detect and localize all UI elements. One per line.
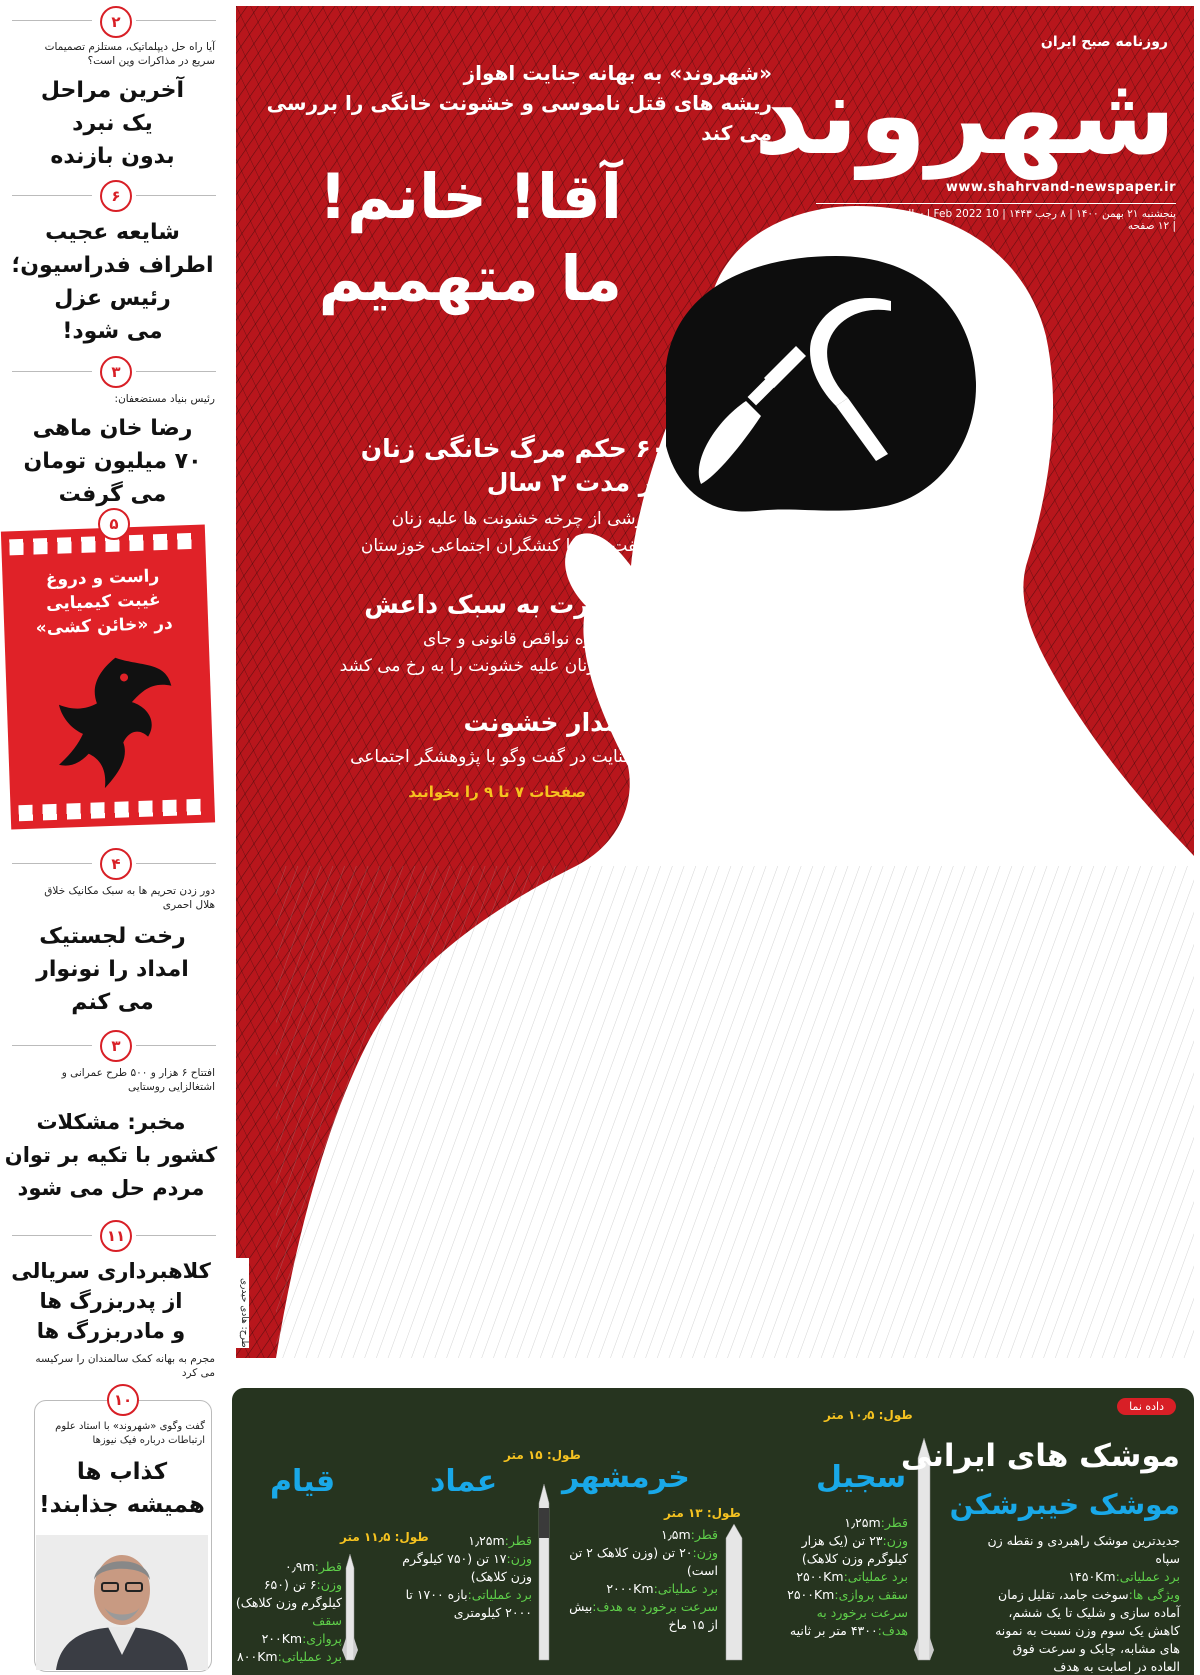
missile-name: قیام xyxy=(270,1464,336,1499)
sidebar-kicker: گفت وگوی «شهروند» با استاد علوم ارتباطات درباره فیک نیوزها xyxy=(55,1421,205,1446)
divider xyxy=(136,371,216,372)
sidebar-headline[interactable]: رخت لجستیک امداد را نونوار می کنم xyxy=(36,924,189,1015)
story-1[interactable]: ۶۰ حکم مرگ خانگی زنان در مدت ۲ سال گزارشی از چرخه خشونت ها علیه زنان در گفت وگو با کنشگران اجتماعی خوزستان xyxy=(360,434,666,556)
missile-specs: قطر:۱٫۲۵m وزن:۱۷ تن (۷۵۰ کیلوگرم وزن کلاهک) برد عملیاتی:بازه ۱۷۰۰ تا ۲۰۰۰ کیلومتری xyxy=(402,1533,532,1620)
sidebar-kicker: مجرم به بهانه کمک سالمندان را سرکیسه می کرد xyxy=(35,1353,215,1379)
pages-reference: صفحات ۷ تا ۹ را بخوانید xyxy=(408,783,586,801)
masthead-dateline: پنجشنبه ۲۱ بهمن ۱۴۰۰ | ۸ رجب ۱۴۴۳ | 10 Feb 2022 | سال نهم | شماره ۲۴۶۵ | ۱۲ صفحه xyxy=(816,203,1176,232)
missile-specs: جدیدترین موشک راهبردی و نقطه زن سپاه برد عملیاتی:۱۴۵۰Km ویژگی ها:سوخت جامد، تقلیل زمان آماده سازی و شلیک تا یک ششم، کاهش یک سوم وزن نسبت به نمونه های مشابه، چابک و سرعت فوق العاده در اصابت به هدف xyxy=(987,1533,1180,1674)
page-number-badge: ۴ xyxy=(100,848,132,880)
page-number-badge: ۲ xyxy=(100,6,132,38)
interviewee-photo xyxy=(36,1535,208,1670)
sidebar-kicker: دور زدن تحریم ها به سبک مکانیک خلاق هلال احمری xyxy=(44,885,215,911)
page-number-badge: ۱۱ xyxy=(100,1220,132,1252)
divider xyxy=(136,863,216,864)
missile-name: عماد xyxy=(430,1464,498,1499)
missile-name: موشک خیبرشکن xyxy=(949,1488,1180,1521)
page-number-badge: ۳ xyxy=(100,1030,132,1062)
sidebar-kicker: افتتاح ۶ هزار و ۵۰۰ طرح عمرانی و اشتغالزایی روستایی xyxy=(61,1067,215,1093)
cinema-box[interactable] xyxy=(1,525,215,830)
sidebar-headline: کذاب ها همیشه جذابند! xyxy=(39,1459,205,1518)
missile-specs: قطر:۱٫۵m وزن:۲۰ تن (وزن کلاهک ۲ تن است) برد عملیاتی:۲۰۰۰Km سرعت برخورد به هدف:بیش از ۱۵ ماخ xyxy=(569,1527,718,1632)
masthead[interactable] xyxy=(753,34,1176,232)
page-number-badge: ۳ xyxy=(100,356,132,388)
sidebar-kicker: رئیس بنیاد مستضعفان: xyxy=(114,393,215,405)
film-strip-bottom xyxy=(18,799,206,822)
masthead-url: www.shahrvand-newspaper.ir xyxy=(945,180,1176,195)
sidebar xyxy=(0,0,225,1675)
infographic-title: موشک های ایرانی xyxy=(900,1438,1180,1474)
page-number-badge: ۱۰ xyxy=(107,1384,139,1416)
divider xyxy=(136,195,216,196)
simorgh-icon xyxy=(45,646,180,800)
story-3[interactable]: در مدار خشونت ریشه یابی یک جنایت در گفت وگو با پژوهشگر اجتماعی صفحات ۷ تا ۹ را بخوانید xyxy=(236,706,736,801)
sidebar-headline[interactable]: آخرین مراحل یک نبرد بدون بازنده xyxy=(40,78,185,169)
infographic-tag: داده نما xyxy=(1117,1398,1176,1415)
masthead-tagline: روزنامه صبح ایران xyxy=(1040,34,1168,50)
lead-kicker[interactable]: «شهروند» به بهانه جنایت اهواز ریشه های قتل ناموسی و خشونت خانگی را بررسی می کند xyxy=(266,61,772,145)
sidebar-headline[interactable]: رضا خان ماهی ۷۰ میلیون تومان می گرفت xyxy=(23,416,202,507)
missile-specs: قطر:۰٫۹m وزن:۶ تن (۶۵۰ کیلوگرم وزن کلاهک) سقف پروازی:۲۰۰Km برد عملیاتی:۸۰۰Km xyxy=(235,1559,342,1664)
divider xyxy=(12,371,92,372)
missile-name: سجیل xyxy=(816,1460,907,1495)
cinema-text: راست و دروغ غیبت کیمیایی در «خائن کشی» xyxy=(35,566,174,639)
page-number-badge: ۵ xyxy=(98,508,130,540)
sidebar-headline[interactable]: کلاهبرداری سریالی از پدربزرگ ها و مادربزرگ ها xyxy=(11,1259,211,1343)
illustration-credit: طرح: هادی حیدری xyxy=(236,1258,249,1348)
lead-headline[interactable]: آقا! خانم! ما متهمیم xyxy=(318,160,622,315)
missile-name: خرمشهر xyxy=(562,1460,690,1495)
divider xyxy=(136,1045,216,1046)
page-number-badge: ۶ xyxy=(100,180,132,212)
divider xyxy=(12,863,92,864)
divider xyxy=(12,1045,92,1046)
sidebar-kicker: آیا راه حل دیپلماتیک، مستلزم تصمیمات سریع در مذاکرات وین است؟ xyxy=(44,41,215,67)
missile-specs: قطر:۱٫۲۵m وزن:۲۳ تن (یک هزار کیلوگرم وزن کلاهک) برد عملیاتی:۲۵۰۰Km سقف پروازی:۲۵۰۰Km سرعت برخورد به هدف:۴۳۰۰ متر بر ثانیه xyxy=(787,1515,908,1638)
missile-length: طول: ۱۰٫۵ متر xyxy=(824,1408,913,1422)
missile-length: طول: ۱۳ متر xyxy=(664,1506,741,1520)
sidebar-headline[interactable]: مخبر: مشکلات کشور با تکیه بر توان مردم حل می شود xyxy=(4,1110,218,1200)
divider xyxy=(12,1235,92,1236)
sidebar-headline[interactable]: شایعه عجیب اطراف فدراسیون؛ رئیس عزل می شود! xyxy=(11,220,214,344)
divider xyxy=(136,20,216,21)
missile-length: طول: ۱۱٫۵ متر xyxy=(340,1530,429,1544)
cover-illustration xyxy=(236,6,1194,1358)
story-2[interactable]: نمایش غیرت به سبک داعش جنایت اهواز دوباره نواقص قانونی و جای لایحه حمایت از زنان علیه خشونت را به رخ می کشد xyxy=(339,590,706,676)
divider xyxy=(136,1235,216,1236)
missiles-infographic xyxy=(232,1388,1194,1675)
divider xyxy=(12,195,92,196)
missile-length: طول: ۱۵ متر xyxy=(504,1448,581,1462)
masthead-logo: شهروند xyxy=(753,51,1176,179)
divider xyxy=(12,20,92,21)
